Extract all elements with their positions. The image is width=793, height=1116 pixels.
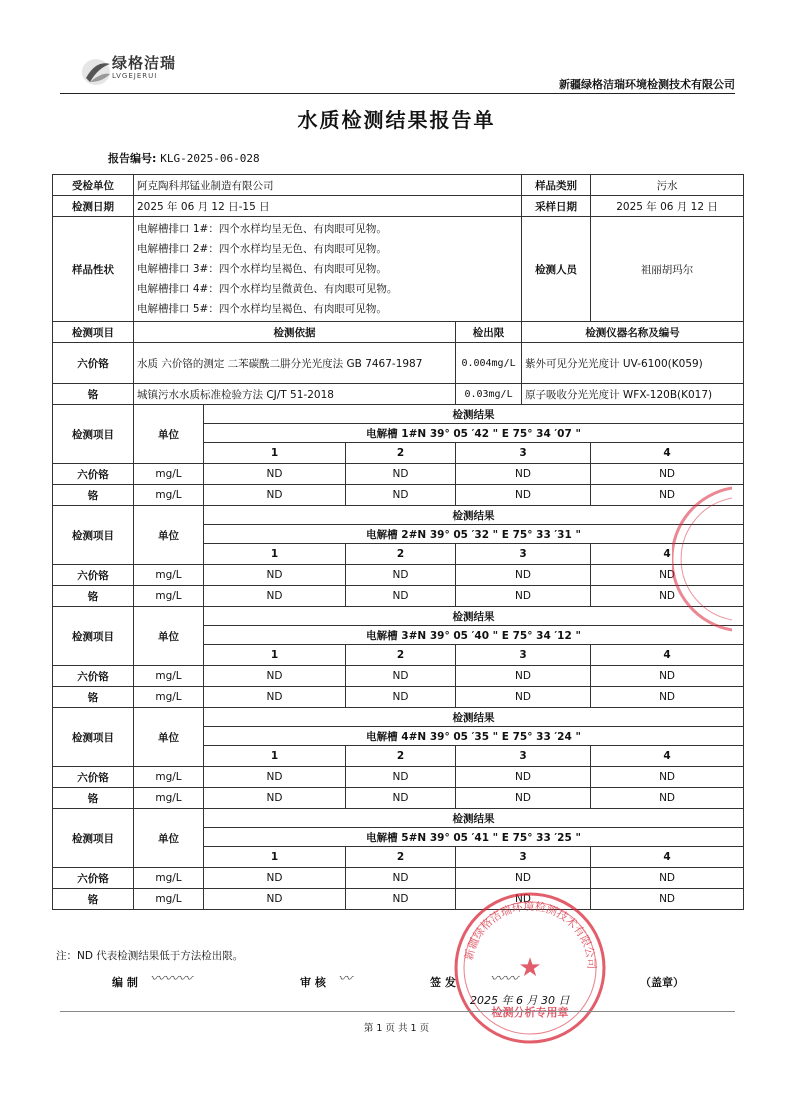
result-value: ND [456, 464, 591, 485]
result-value: ND [204, 565, 346, 586]
result-value: ND [346, 565, 456, 586]
result-value: ND [456, 788, 591, 809]
footer-divider [60, 1011, 735, 1012]
sample-col: 2 [346, 847, 456, 868]
result-item: 六价铬 [53, 868, 134, 889]
table-row [53, 485, 744, 506]
site-location: 电解槽 3#N 39° 05 ′40 " E 75° 34 ′12 " [204, 626, 744, 645]
sample-col: 2 [346, 544, 456, 565]
state-list [134, 217, 522, 322]
result-unit-header: 单位 [134, 607, 204, 666]
seam-seal [672, 484, 732, 634]
stamp-label: （盖章） [640, 976, 684, 989]
test-date-label: 检测日期 [53, 196, 134, 217]
result-value: ND [204, 666, 346, 687]
method-header-basis: 检测依据 [134, 322, 456, 343]
state-item: 电解槽排口 1#：四个水样均呈无色、有肉眼可见物。 [137, 223, 387, 235]
result-item-header: 检测项目 [53, 809, 134, 868]
result-unit: mg/L [134, 565, 204, 586]
result-unit-header: 单位 [134, 405, 204, 464]
client-label: 受检单位 [53, 175, 134, 196]
sample-col: 2 [346, 746, 456, 767]
result-value: ND [591, 687, 744, 708]
review-signature: 〰 [338, 971, 352, 987]
result-value: ND [456, 868, 591, 889]
result-value: ND [456, 687, 591, 708]
inspector-label: 检测人员 [522, 217, 591, 322]
result-unit: mg/L [134, 767, 204, 788]
result-unit-header: 单位 [134, 708, 204, 767]
type-label: 样品类别 [522, 175, 591, 196]
sample-col: 2 [346, 645, 456, 666]
method-basis: 城镇污水水质标准检验方法 CJ/T 51-2018 [134, 384, 456, 405]
logo-english: LVGEJERUI [112, 72, 158, 80]
result-value: ND [204, 687, 346, 708]
result-value: ND [456, 485, 591, 506]
result-value: ND [346, 868, 456, 889]
result-item: 铬 [53, 485, 134, 506]
sample-col: 3 [456, 544, 591, 565]
result-value: ND [204, 868, 346, 889]
results-body [53, 405, 744, 910]
result-value: ND [591, 485, 744, 506]
table-row [53, 666, 744, 687]
result-value: ND [456, 666, 591, 687]
sample-col: 4 [591, 443, 744, 464]
result-value: ND [591, 868, 744, 889]
result-item: 铬 [53, 687, 134, 708]
sample-col: 4 [591, 746, 744, 767]
result-value: ND [346, 788, 456, 809]
table-row [53, 586, 744, 607]
report-title: 水质检测结果报告单 [297, 108, 496, 132]
result-item: 六价铬 [53, 666, 134, 687]
sample-col: 1 [204, 443, 346, 464]
table-row [53, 788, 744, 809]
result-header: 检测结果 [204, 506, 744, 525]
result-value: ND [346, 666, 456, 687]
sample-col: 4 [591, 847, 744, 868]
sample-date-label: 采样日期 [522, 196, 591, 217]
result-value: ND [591, 666, 744, 687]
state-item: 电解槽排口 4#：四个水样均呈微黄色、有肉眼可见物。 [137, 283, 398, 295]
result-value: ND [346, 464, 456, 485]
result-value: ND [591, 464, 744, 485]
result-unit: mg/L [134, 485, 204, 506]
table-row [53, 464, 744, 485]
sample-col: 4 [591, 544, 744, 565]
result-unit-header: 单位 [134, 809, 204, 868]
result-value: ND [591, 586, 744, 607]
result-unit: mg/L [134, 687, 204, 708]
result-item-header: 检测项目 [53, 607, 134, 666]
sample-col: 3 [456, 443, 591, 464]
test-date-value: 2025 年 06 月 12 日-15 日 [134, 196, 522, 217]
state-item: 电解槽排口 3#：四个水样均呈褐色、有肉眼可见物。 [137, 263, 387, 275]
method-header-instrument: 检测仪器名称及编号 [522, 322, 744, 343]
result-item: 六价铬 [53, 565, 134, 586]
result-value: ND [346, 687, 456, 708]
site-location: 电解槽 1#N 39° 05 ′42 " E 75° 34 ′07 " [204, 424, 744, 443]
svg-text:★: ★ [518, 953, 542, 983]
sample-date-value: 2025 年 06 月 12 日 [591, 196, 744, 217]
result-item-header: 检测项目 [53, 708, 134, 767]
result-value: ND [204, 485, 346, 506]
result-item: 六价铬 [53, 464, 134, 485]
header-divider [60, 93, 735, 94]
result-header: 检测结果 [204, 809, 744, 828]
result-item-header: 检测项目 [53, 405, 134, 464]
result-value: ND [204, 788, 346, 809]
table-row [53, 687, 744, 708]
svg-text:新疆绿格洁瑞环境检测技术有限公司: 新疆绿格洁瑞环境检测技术有限公司 [462, 899, 599, 970]
report-table [52, 174, 744, 910]
table-row [53, 868, 744, 889]
result-unit: mg/L [134, 868, 204, 889]
sample-col: 2 [346, 443, 456, 464]
result-item: 六价铬 [53, 767, 134, 788]
method-limit: 0.004mg/L [456, 343, 522, 384]
table-row [53, 889, 744, 910]
result-value: ND [204, 464, 346, 485]
result-value: ND [591, 565, 744, 586]
result-value: ND [591, 767, 744, 788]
result-value: ND [346, 586, 456, 607]
note: 注：ND 代表检测结果低于方法检出限。 [56, 950, 244, 962]
result-unit: mg/L [134, 586, 204, 607]
result-header: 检测结果 [204, 405, 744, 424]
site-location: 电解槽 2#N 39° 05 ′32 " E 75° 33 ′31 " [204, 525, 744, 544]
result-unit: mg/L [134, 464, 204, 485]
result-value: ND [204, 586, 346, 607]
result-item: 铬 [53, 788, 134, 809]
method-header-item: 检测项目 [53, 322, 134, 343]
result-value: ND [346, 485, 456, 506]
result-item-header: 检测项目 [53, 506, 134, 565]
table-row [53, 565, 744, 586]
client-value: 阿克陶科邦锰业制造有限公司 [134, 175, 522, 196]
site-location: 电解槽 5#N 39° 05 ′41 " E 75° 33 ′25 " [204, 828, 744, 847]
method-item: 铬 [53, 384, 134, 405]
issue-signature: 〰〰 [490, 971, 518, 987]
result-value: ND [456, 586, 591, 607]
inspector-value: 祖丽胡玛尔 [591, 217, 744, 322]
sample-col: 4 [591, 645, 744, 666]
result-value: ND [346, 767, 456, 788]
state-label: 样品性状 [53, 217, 134, 322]
sample-col: 3 [456, 746, 591, 767]
result-value: ND [591, 788, 744, 809]
method-item: 六价铬 [53, 343, 134, 384]
issue-label: 签 发 [430, 976, 456, 989]
result-header: 检测结果 [204, 708, 744, 727]
result-unit: mg/L [134, 788, 204, 809]
result-value: ND [456, 889, 591, 910]
company-name: 新疆绿格洁瑞环境检测技术有限公司 [559, 78, 735, 91]
page-number: 第 1 页 共 1 页 [363, 1023, 430, 1034]
result-value: ND [456, 565, 591, 586]
result-value: ND [346, 889, 456, 910]
sample-col: 1 [204, 746, 346, 767]
method-basis: 水质 六价铬的测定 二苯碳酰二肼分光光度法 GB 7467-1987 [134, 343, 456, 384]
state-item: 电解槽排口 2#：四个水样均呈无色、有肉眼可见物。 [137, 243, 387, 255]
sign-date: 2025 年 6 月 30 日 [470, 994, 570, 1007]
svg-text:检测分析专用章: 检测分析专用章 [491, 1006, 569, 1019]
state-item: 电解槽排口 5#：四个水样均呈褐色、有肉眼可见物。 [137, 303, 387, 315]
method-instrument: 紫外可见分光光度计 UV-6100(K059) [522, 343, 744, 384]
sample-col: 3 [456, 847, 591, 868]
compile-label: 编 制 [112, 976, 138, 989]
result-item: 铬 [53, 889, 134, 910]
result-value: ND [204, 767, 346, 788]
type-value: 污水 [591, 175, 744, 196]
review-label: 审 核 [300, 976, 326, 989]
sample-col: 3 [456, 645, 591, 666]
result-unit: mg/L [134, 889, 204, 910]
sample-col: 1 [204, 544, 346, 565]
method-instrument: 原子吸收分光光度计 WFX-120B(K017) [522, 384, 744, 405]
result-value: ND [456, 767, 591, 788]
result-header: 检测结果 [204, 607, 744, 626]
site-location: 电解槽 4#N 39° 05 ′35 " E 75° 33 ′24 " [204, 727, 744, 746]
result-item: 铬 [53, 586, 134, 607]
report-number: 报告编号: KLG-2025-06-028 [108, 152, 260, 165]
sample-col: 1 [204, 847, 346, 868]
result-value: ND [204, 889, 346, 910]
method-header-limit: 检出限 [456, 322, 522, 343]
result-unit: mg/L [134, 666, 204, 687]
sample-col: 1 [204, 645, 346, 666]
logo-name: 绿格洁瑞 [112, 54, 177, 72]
result-unit-header: 单位 [134, 506, 204, 565]
result-value: ND [591, 889, 744, 910]
method-limit: 0.03mg/L [456, 384, 522, 405]
compile-signature: 〰〰〰 [150, 971, 192, 987]
table-row [53, 767, 744, 788]
